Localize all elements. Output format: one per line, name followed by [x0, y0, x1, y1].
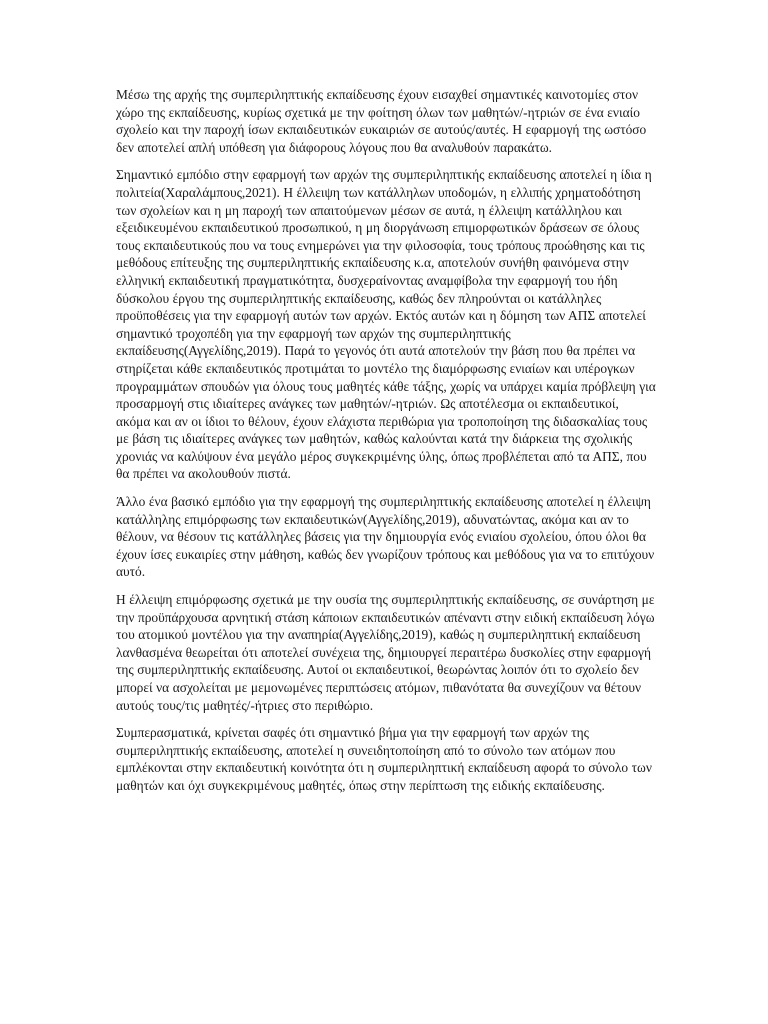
paragraph-2: Σημαντικό εμπόδιο στην εφαρμογή των αρχών της συμπεριληπτικής εκπαίδευσης αποτελεί η ίδια η πολιτεία(Χαραλάμπους,2021). Η έλλειψη των κατάλληλων υποδομών, η ελλιπής χρηματοδότηση των σχολείων και η μη παροχή των απαιτούμενων μέσων σε αυτά, η έλλειψη κατάλληλου και εξειδικευμένου εκπαιδευτικού προσωπικού, η μη διοργάνωση επιμορφωτικών δράσεων σε όλους τους εκπαιδευτικούς που να τους ενημερώνει για την φιλοσοφία, τους τρόπους προώθησης και τις μεθόδους επίτευξης της συμπεριληπτικής εκπαίδευσης κ.α, αποτελούν συνήθη φαινόμενα στην ελληνική εκπαιδευτική πραγματικότητα, δυσχεραίνοντας αναμφίβολα την εφαρμογή του ήδη δύσκολου έργου της συμπεριληπτικής εκπαίδευσης, καθώς δεν πληρούνται οι κατάλληλες προϋποθέσεις για την εφαρμογή αυτών των αρχών. Εκτός αυτών και η δόμηση των ΑΠΣ αποτελεί σημαντικό τροχοπέδη για την εφαρμογή των αρχών της συμπεριληπτικής εκπαίδευσης(Αγγελίδης,2019). Παρά το γεγονός ότι αυτά αποτελούν την βάση που θα πρέπει να στηρίζεται κάθε εκπαιδευτικός προτιμάται το μοντέλο της διαμόρφωσης ενιαίων και υπέρογκων προγραμμάτων σπουδών για όλους τους μαθητές κάθε τάξης, χωρίς να υπάρχει καμία πρόβλεψη για προσαρμογή στις ιδιαίτερες ανάγκες των μαθητών/-ητριών. Ως αποτέλεσμα οι εκπαιδευτικοί, ακόμα και αν οι ίδιοι το θέλουν, έχουν ελάχιστα περιθώρια για τροποποίηση της διδασκαλίας τους με βάση τις ιδιαίτερες ανάγκες των μαθητών, καθώς καλούνται κατά την διάρκεια της σχολικής χρονιάς να καλύψουν ένα μεγάλο μέρος συγκεκριμένης ύλης, όπως προβλέπεται από τα ΑΠΣ, που θα πρέπει να ακολουθούν πιστά. [116, 167, 656, 482]
document-body [116, 86, 656, 805]
paragraph-3: Άλλο ένα βασικό εμπόδιο για την εφαρμογή της συμπεριληπτικής εκπαίδευσης αποτελεί η έλλειψη κατάλληλης επιμόρφωσης των εκπαιδευτικών(Αγγελίδης,2019), αδυνατώντας, ακόμα και αν το θέλουν, να θέσουν τις κατάλληλες βάσεις για την δημιουργία ενός ενιαίου σχολείου, όπου όλοι θα έχουν ίσες ευκαιρίες στην μάθηση, καθώς δεν γνωρίζουν τρόπους και μεθόδους για να το επιτύχουν αυτό. [116, 494, 655, 580]
paragraph-5: Συμπερασματικά, κρίνεται σαφές ότι σημαντικό βήμα για την εφαρμογή των αρχών της συμπεριληπτικής εκπαίδευσης, αποτελεί η συνειδητοποίηση από το σύνολο των ατόμων που εμπλέκονται στην εκπαιδευτική κοινότητα ότι η συμπεριληπτική εκπαίδευση αφορά το σύνολο των μαθητών και όχι συγκεκριμένους μαθητές, όπως στην περίπτωση της ειδικής εκπαίδευσης. [116, 725, 652, 793]
paragraph-4: Η έλλειψη επιμόρφωσης σχετικά με την ουσία της συμπεριληπτικής εκπαίδευσης, σε συνάρτηση με την προϋπάρχουσα αρνητική στάση κάποιων εκπαιδευτικών απέναντι στην ειδική εκπαίδευση λόγω του ατομικού μοντέλου για την αναπηρία(Αγγελίδης,2019), καθώς η συμπεριληπτική εκπαίδευση λανθασμένα θεωρείται ότι αποτελεί συνέχεια της, δημιουργεί περαιτέρω δυσκολίες στην εφαρμογή της συμπεριληπτικής εκπαίδευσης. Αυτοί οι εκπαιδευτικοί, θεωρώντας λοιπόν ότι το σχολείο δεν μπορεί να ασχολείται με μεμονωμένες περιπτώσεις ατόμων, πιθανότατα θα συνεχίζουν να θέτουν αυτούς τους/τις μαθητές/-ήτριες στο περιθώριο. [116, 592, 655, 713]
paragraph-1: Μέσω της αρχής της συμπεριληπτικής εκπαίδευσης έχουν εισαχθεί σημαντικές καινοτομίες στον χώρο της εκπαίδευσης, κυρίως σχετικά με την φοίτηση όλων των μαθητών/-ητριών σε ένα ενιαίο σχολείο και την παροχή ίσων εκπαιδευτικών ευκαιριών σε αυτούς/αυτές. Η εφαρμογή της ωστόσο δεν αποτελεί απλή υπόθεση για διάφορους λόγους που θα αναλυθούν παρακάτω. [116, 87, 647, 155]
